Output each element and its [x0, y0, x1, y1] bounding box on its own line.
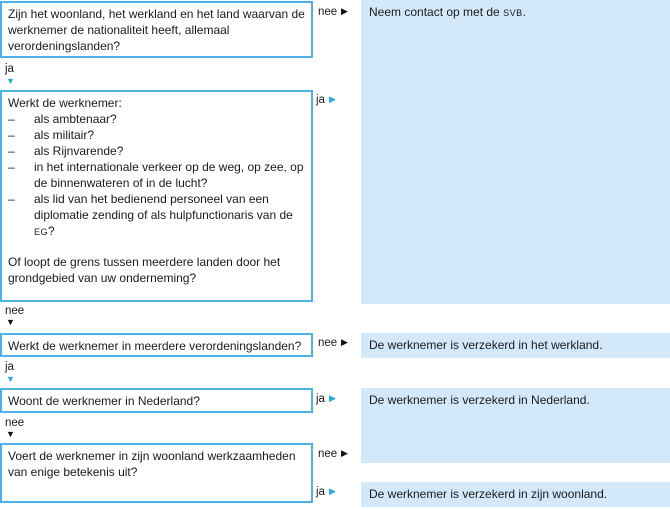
special-categories-list: [8, 111, 305, 240]
arrow-down-icon: ▼: [6, 317, 15, 327]
arrow-down-icon: ▼: [6, 429, 15, 439]
question-text-5: Voert de werknemer in zijn woonland werkzaamheden van enige betekenis uit?: [8, 449, 296, 479]
answer-panel-contact-svb: Neem contact op met de SVB.: [361, 0, 670, 304]
answer-panel-insured-netherlands: [361, 388, 670, 463]
label-no-4: nee: [5, 417, 25, 429]
question-text-1: Zijn het woonland, het werkland en het land waarvan de werknemer de nationaliteit heeft, allemaal verordeningslanden?: [8, 7, 305, 53]
label-no-2: nee: [5, 305, 25, 317]
list-item: – als Rijnvarende?: [8, 143, 305, 159]
question-box-multiple-countries: [0, 333, 313, 357]
eg-abbreviation: EG: [34, 227, 49, 237]
question-text-2-outro: Of loopt de grens tussen meerdere landen door het grondgebied van uw onderneming?: [8, 255, 281, 285]
question-text-4: Woont de werknemer in Nederland?: [8, 394, 200, 408]
label-yes-4: ja: [316, 393, 325, 405]
arrow-right-icon: ▶: [341, 337, 348, 347]
answer-insured-netherlands: De werknemer is verzekerd in Nederland.: [369, 393, 590, 407]
arrow-right-icon: ▶: [329, 393, 336, 403]
arrow-down-icon: ▼: [6, 76, 15, 86]
arrow-down-icon: ▼: [6, 374, 15, 384]
answer-insured-workland: De werknemer is verzekerd in het werkland.: [369, 338, 603, 352]
question-box-lives-in-netherlands: [0, 388, 313, 413]
arrow-right-icon: ▶: [329, 486, 336, 496]
list-item: – in het internationale verkeer op de weg, op zee, op de binnenwateren of in de lucht?: [8, 159, 305, 191]
list-item: – als ambtenaar?: [8, 111, 305, 127]
answer-contact-text: Neem contact op met de: [369, 5, 500, 19]
answer-insured-homeland: De werknemer is verzekerd in zijn woonland.: [369, 487, 608, 501]
answer-panel-insured-homeland: [361, 482, 670, 507]
label-no-5: nee: [318, 448, 338, 460]
list-item: – als lid van het bedienend personeel van een diplomatie zending of als hulpfunctionaris van de EG?: [8, 191, 305, 240]
label-no-1: nee: [318, 6, 338, 18]
question-box-special-categories: [0, 90, 313, 302]
label-yes-3: ja: [5, 361, 14, 373]
question-box-work-in-homeland: [0, 443, 313, 503]
question-text-3: Werkt de werknemer in meerdere verordeningslanden?: [8, 339, 302, 353]
question-text-2-intro: Werkt de werknemer:: [8, 96, 122, 110]
label-yes-2: ja: [316, 94, 325, 106]
label-no-3: nee: [318, 337, 338, 349]
label-yes-5: ja: [316, 486, 325, 498]
label-yes-1: ja: [5, 63, 14, 75]
arrow-right-icon: ▶: [341, 6, 348, 16]
arrow-right-icon: ▶: [329, 94, 336, 104]
list-item: – als militair?: [8, 127, 305, 143]
answer-panel-insured-workland: [361, 333, 670, 358]
question-box-verordeningslanden: [0, 1, 313, 58]
arrow-right-icon: ▶: [341, 448, 348, 458]
svb-abbreviation: SVB: [503, 8, 523, 18]
